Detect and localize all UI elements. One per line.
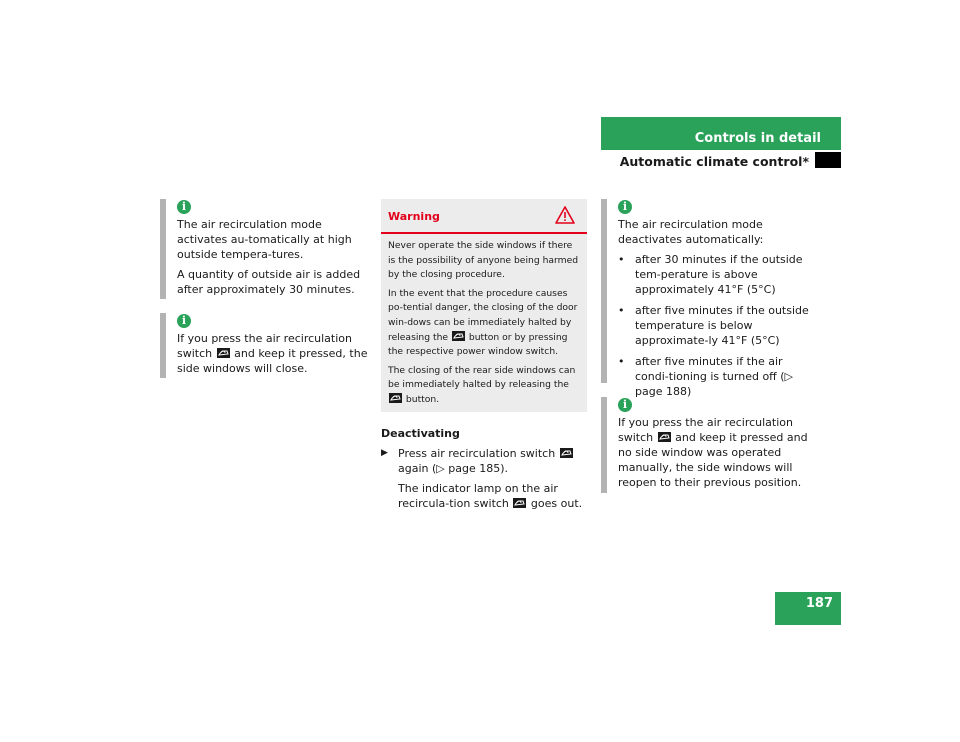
- warning-box: [381, 199, 587, 412]
- note-intro: The air recirculation mode deactivates automatically:: [618, 218, 764, 246]
- recirculation-switch-icon: [389, 393, 402, 403]
- subsection-title: Automatic climate control*: [619, 154, 809, 169]
- section-title: Controls in detail: [694, 131, 821, 146]
- section-marker: [815, 152, 841, 168]
- note-text: If you press the air recirculation switch: [618, 416, 793, 444]
- info-note-side-windows-reopen: [601, 397, 813, 493]
- step-arrow-icon: ▶: [381, 448, 388, 458]
- result-text: goes out.: [530, 497, 583, 510]
- recirculation-switch-icon: [560, 448, 573, 458]
- warning-header: [381, 199, 587, 234]
- deactivating-section: [381, 426, 593, 511]
- note-paragraph: A quantity of outside air is added after approximately 30 minutes.: [177, 268, 361, 296]
- section-header-bar: [601, 117, 841, 150]
- warning-text: In the event that the procedure causes po-tential danger, the closing of the door win-dows can be immediately halted by releasing the: [388, 287, 578, 343]
- info-note-recirculation-activates: [160, 199, 370, 299]
- recirculation-switch-icon: [217, 348, 230, 358]
- warning-label: Warning: [388, 210, 440, 223]
- step-text: Press air recirculation switch: [398, 447, 556, 460]
- list-item: • after five minutes if the outside temperature is below approximate-ly 41°F (5°C): [618, 304, 809, 347]
- step-text: again (▷ page 185).: [398, 462, 508, 475]
- note-paragraph: The air recirculation mode activates au-tomatically at high outside tempera-tures.: [177, 218, 352, 261]
- recirculation-switch-icon: [513, 498, 526, 508]
- warning-text: button or by pressing the respective power window switch.: [388, 331, 568, 358]
- info-note-recirculation-deactivates: [601, 199, 813, 398]
- page-number-box: [775, 592, 841, 625]
- info-icon: i: [618, 200, 632, 214]
- list-item: • after five minutes if the air condi-tioning is turned off (▷ page 188): [618, 355, 794, 398]
- recirculation-switch-icon: [658, 432, 671, 442]
- note-text: If you press the air recirculation switch: [177, 332, 352, 360]
- page-number: 187: [805, 596, 833, 611]
- warning-paragraph: Never operate the side windows if there is the possibility of anyone being harmed by the closing procedure.: [388, 240, 579, 281]
- recirculation-switch-icon: [452, 331, 465, 341]
- warning-text: The closing of the rear side windows can be immediately halted by releasing the: [388, 364, 576, 391]
- warning-triangle-icon: [555, 206, 575, 224]
- note-text: and keep it pressed, the side windows will close.: [177, 347, 368, 375]
- instruction-step: [381, 446, 593, 511]
- note-text: and keep it pressed and no side window was operated manually, the side windows will reopen to their previous position.: [618, 431, 808, 489]
- deactivating-heading: Deactivating: [381, 427, 460, 440]
- info-icon: i: [177, 314, 191, 328]
- info-icon: i: [618, 398, 632, 412]
- warning-text: button.: [405, 393, 440, 405]
- info-icon: i: [177, 200, 191, 214]
- result-text: The indicator lamp on the air recircula-tion switch: [398, 482, 558, 510]
- list-item: • after 30 minutes if the outside tem-perature is above approximately 41°F (5°C): [618, 253, 803, 296]
- info-note-side-windows-close: [160, 313, 370, 378]
